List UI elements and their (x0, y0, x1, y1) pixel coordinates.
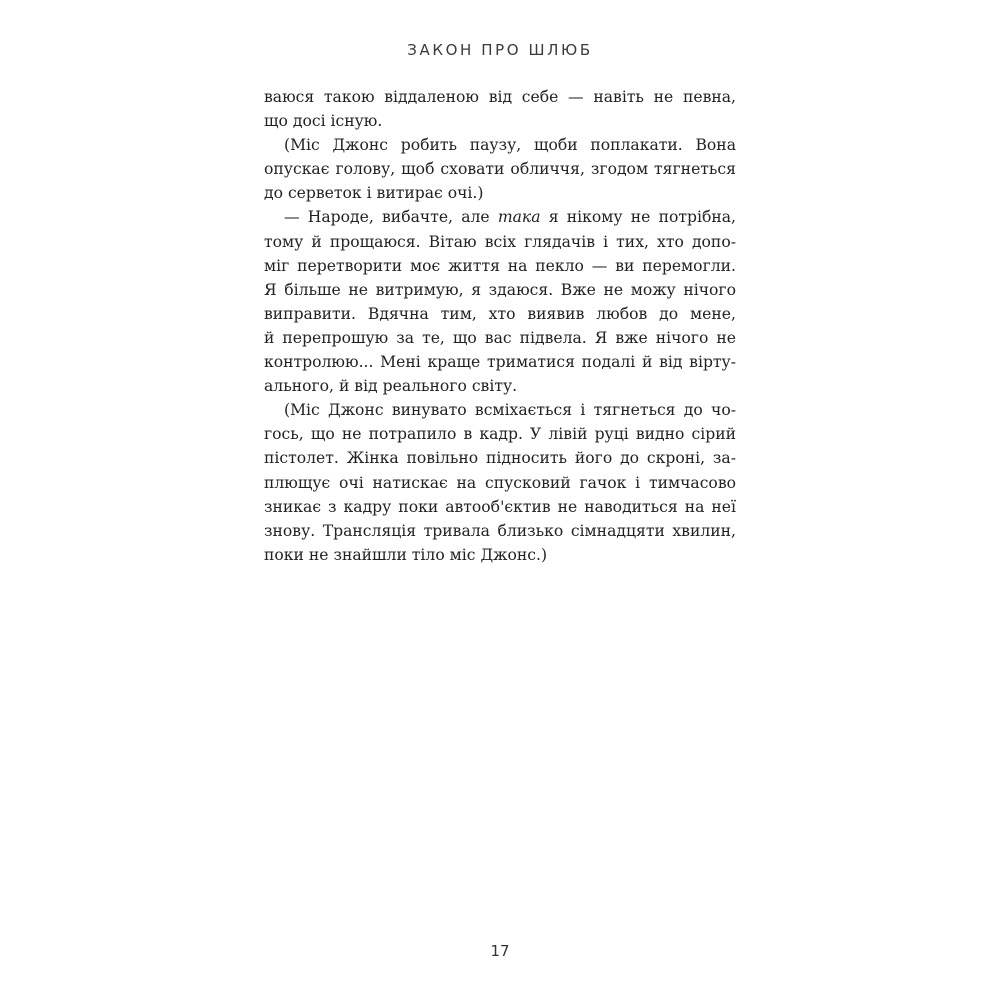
text-line: поки не знайшли тіло міс Джонс.) (264, 545, 548, 564)
text-line: міг перетворити моє життя на пекло — ви перемогли. (264, 256, 736, 275)
text-line: ального, й від реального світу. (264, 377, 518, 396)
text-line: й перепрошую за те, що вас підвела. Я вже нічого не (264, 328, 736, 347)
running-head: ЗАКОН ПРО ШЛЮБ (407, 41, 593, 59)
text-line (264, 205, 736, 229)
text-line: ваюся такою віддаленою від себе — навіть не певна, (264, 88, 736, 106)
text-run: я нікому не потрібна, (540, 208, 736, 227)
text-run: — Народе, вибачте, але (284, 208, 498, 227)
text-line: пістолет. Жінка повільно підносить його до скроні, за- (264, 449, 736, 468)
text-line: до серветок і витирає очі.) (264, 184, 484, 203)
body-text (264, 85, 736, 567)
text-line: (Міс Джонс робить паузу, щоби поплакати. Вона (284, 136, 736, 155)
text-line: виправити. Вдячна тим, хто виявив любов до мене, (264, 304, 736, 323)
text-line: опускає голову, щоб сховати обличчя, згодом тягнеться (264, 160, 736, 179)
text-line: знову. Трансляція тривала близько сімнадцяти хвилин, (264, 521, 736, 540)
text-line: гось, що не потрапило в кадр. У лівій руці видно сірий (264, 425, 736, 444)
text-line: контролюю... Мені краще триматися подалі й від вірту- (264, 353, 736, 372)
text-line: що досі існую. (264, 112, 383, 131)
text-line: (Міс Джонс винувато всміхається і тягнеться до чо- (284, 401, 736, 420)
text-line: плющує очі натискає на спусковий гачок і тимчасово (264, 473, 736, 492)
text-line: зникає з кадру поки автооб'єктив не наводиться на неї (264, 497, 736, 516)
text-line: Я більше не витримую, я здаюся. Вже не можу нічого (264, 280, 736, 299)
emphasized-word: така (497, 208, 541, 227)
text-line: тому й прощаюся. Вітаю всіх глядачів і тих, хто допо- (264, 232, 736, 251)
page-number: 17 (490, 942, 510, 960)
